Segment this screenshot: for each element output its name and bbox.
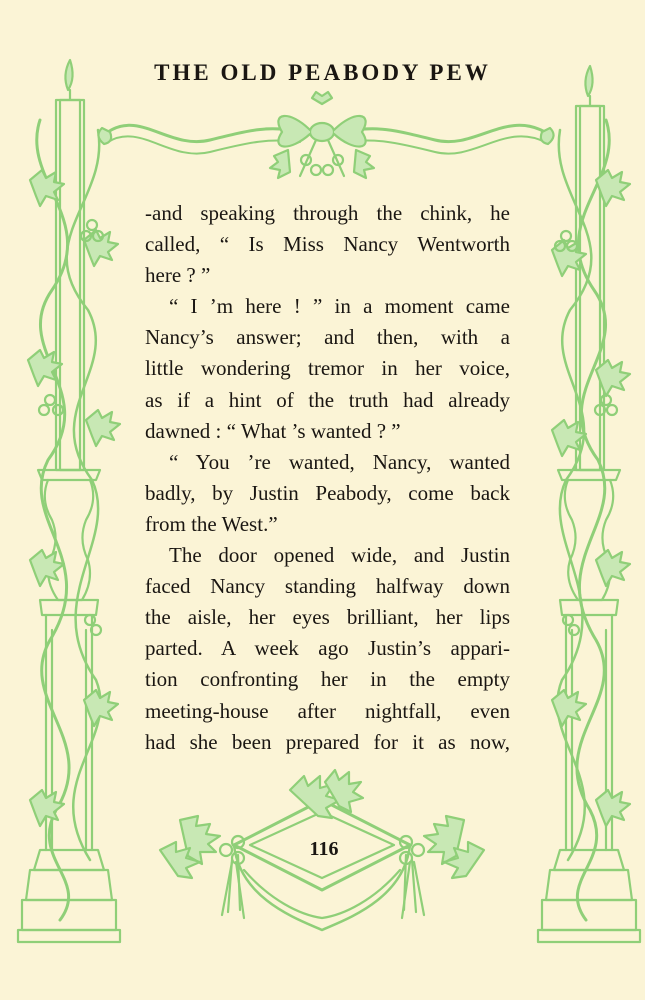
text-line: “ I ’m here ! ” in a moment came: [169, 294, 510, 319]
body-text: [145, 198, 510, 758]
text-line: -and speaking through the chink, he: [145, 201, 510, 225]
text-line: little wondering tremor in her voice,: [145, 356, 510, 381]
page-number: 116: [309, 838, 339, 860]
text-line: dawned : “ What ’s wanted ? ”: [145, 418, 401, 443]
text-line: The door opened wide, and Justin: [169, 543, 510, 568]
text-line: “ You ’re wanted, Nancy, wanted: [169, 449, 510, 474]
text-line: badly, by Justin Peabody, come back: [145, 480, 510, 505]
text-line: here ? ”: [145, 263, 211, 288]
text-line: from the West.”: [145, 511, 278, 536]
top-ribbon-bow: [98, 92, 553, 178]
text-line: Nancy’s answer; and then, with a: [145, 325, 510, 350]
text-line: the aisle, her eyes brilliant, her lips: [145, 605, 510, 630]
text-line: faced Nancy standing halfway down: [145, 574, 510, 599]
text-line: meeting-house after nightfall, even: [145, 698, 510, 723]
left-candle-ornament: [18, 60, 120, 942]
running-head-title: THE OLD PEABODY PEW: [154, 60, 491, 85]
text-line: tion confronting her in the empty: [145, 667, 510, 692]
text-line: called, “ Is Miss Nancy Wentworth: [145, 232, 510, 257]
text-line: had she been prepared for it as now,: [145, 729, 510, 754]
text-line: parted. A week ago Justin’s appari-: [145, 636, 510, 661]
right-candle-ornament: [538, 66, 640, 942]
text-line: as if a hint of the truth had already: [145, 387, 510, 412]
